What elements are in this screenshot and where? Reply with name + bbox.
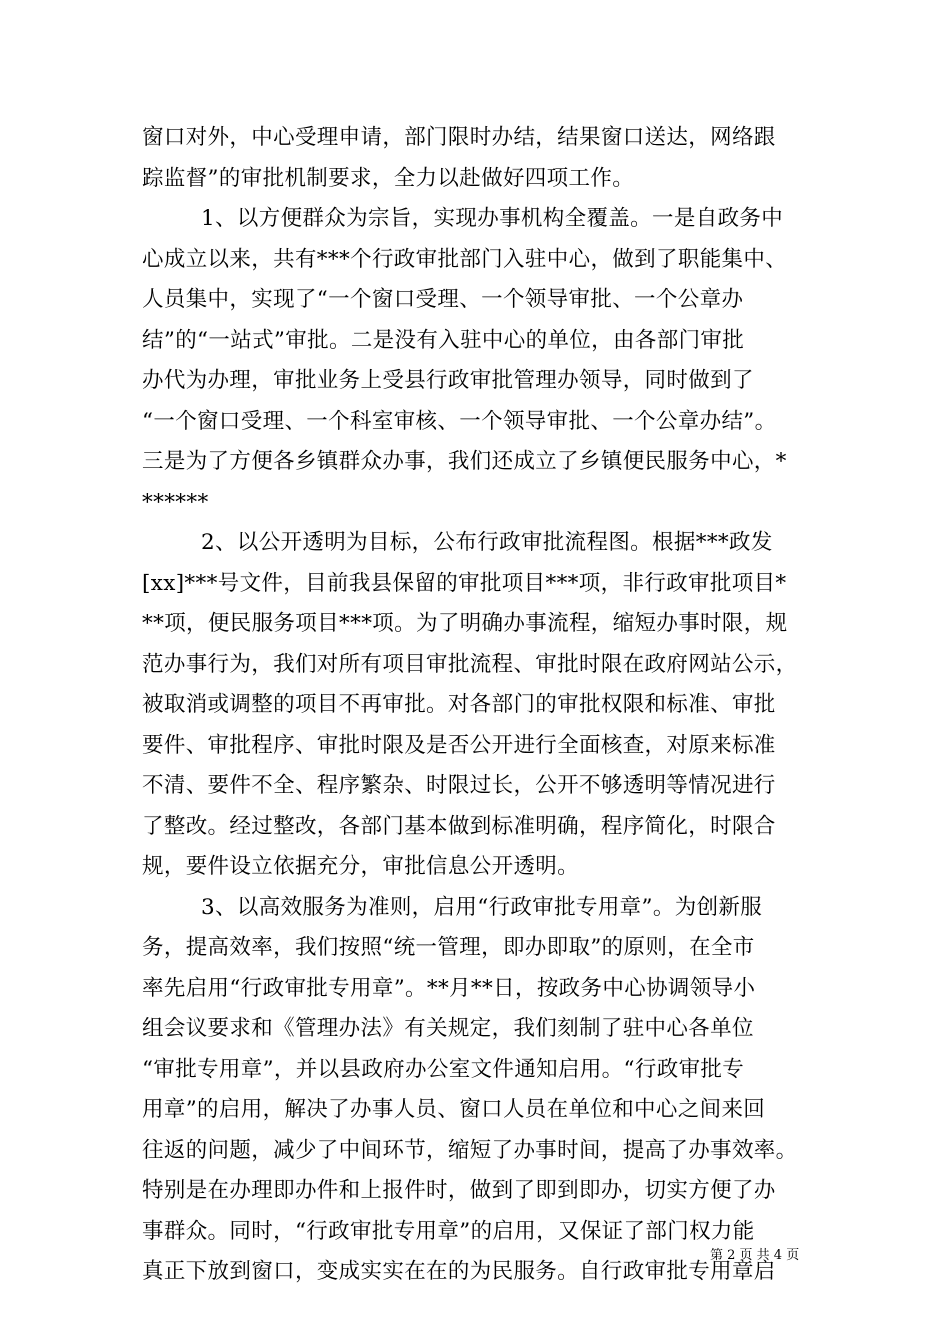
text-line: 组会议要求和《管理办法》有关规定，我们刻制了驻中心各单位: [142, 1016, 754, 1041]
text-line: 不清、要件不全、程序繁杂、时限过长，公开不够透明等情况进行: [142, 773, 776, 798]
text-line: 办代为办理，审批业务上受县行政审批管理办领导，同时做到了: [142, 368, 754, 393]
text-line: 特别是在办理即办件和上报件时，做到了即到即办，切实方便了办: [142, 1178, 776, 1203]
text-line: 率先启用“行政审批专用章”。**月**日，按政务中心协调领导小: [142, 975, 756, 1001]
text-line: 人员集中，实现了“一个窗口受理、一个领导审批、一个公章办: [142, 287, 744, 312]
text-line: 规，要件设立依据充分，审批信息公开透明。: [142, 854, 580, 879]
text-line: 用章”的启用，解决了办事人员、窗口人员在单位和中心之间来回: [142, 1097, 766, 1122]
text-line: **项，便民服务项目***项。为了明确办事流程，缩短办事时限，规: [142, 611, 788, 636]
paragraph-1-start: 1、以方便群众为宗旨，实现办事机构全覆盖。一是自政务中: [201, 206, 784, 231]
paragraph-3-start: 3、以高效服务为准则，启用“行政审批专用章”。为创新服: [201, 894, 763, 920]
text-line: ******: [142, 489, 209, 515]
text-line: 务，提高效率，我们按照“统一管理，即办即取”的原则，在全市: [142, 935, 755, 960]
text-line: 踪监督”的审批机制要求，全力以赴做好四项工作。: [142, 165, 635, 191]
text-line: 往返的问题，减少了中间环节，缩短了办事时间，提高了办事效率。: [142, 1137, 798, 1163]
text-line: 结”的“一站式”审批。二是没有入驻中心的单位，由各部门审批: [142, 327, 745, 353]
text-line: 心成立以来，共有***个行政审批部门入驻中心，做到了职能集中、: [142, 246, 788, 272]
text-line: 窗口对外，中心受理申请，部门限时办结，结果窗口送达，网络跟: [142, 125, 776, 150]
text-line: 三是为了方便各乡镇群众办事，我们还成立了乡镇便民服务中心，*: [142, 449, 787, 474]
paragraph-2-start: 2、以公开透明为目标，公布行政审批流程图。根据***政发: [201, 530, 773, 555]
text-line: 了整改。经过整改，各部门基本做到标准明确，程序简化，时限合: [142, 813, 776, 839]
text-line: 真正下放到窗口，变成实实在在的为民服务。自行政审批专用章启: [142, 1259, 776, 1284]
text-line: 事群众。同时，“行政审批专用章”的启用，又保证了部门权力能: [142, 1218, 755, 1244]
text-line: 被取消或调整的项目不再审批。对各部门的审批权限和标准、审批: [142, 692, 776, 717]
text-line: 范办事行为，我们对所有项目审批流程、审批时限在政府网站公示，: [142, 651, 798, 677]
text-line: “审批专用章”，并以县政府办公室文件通知启用。“行政审批专: [142, 1056, 745, 1082]
text-line: [xx]***号文件，目前我县保留的审批项目***项，非行政审批项目*: [142, 570, 787, 596]
page-number: 第 2 页 共 4 页: [710, 1248, 800, 1263]
text-line: “一个窗口受理、一个科室审核、一个领导审批、一个公章办结”。: [142, 408, 777, 434]
body-text: [142, 118, 822, 1293]
text-line: 要件、审批程序、审批时限及是否公开进行全面核查，对原来标准: [142, 732, 776, 758]
